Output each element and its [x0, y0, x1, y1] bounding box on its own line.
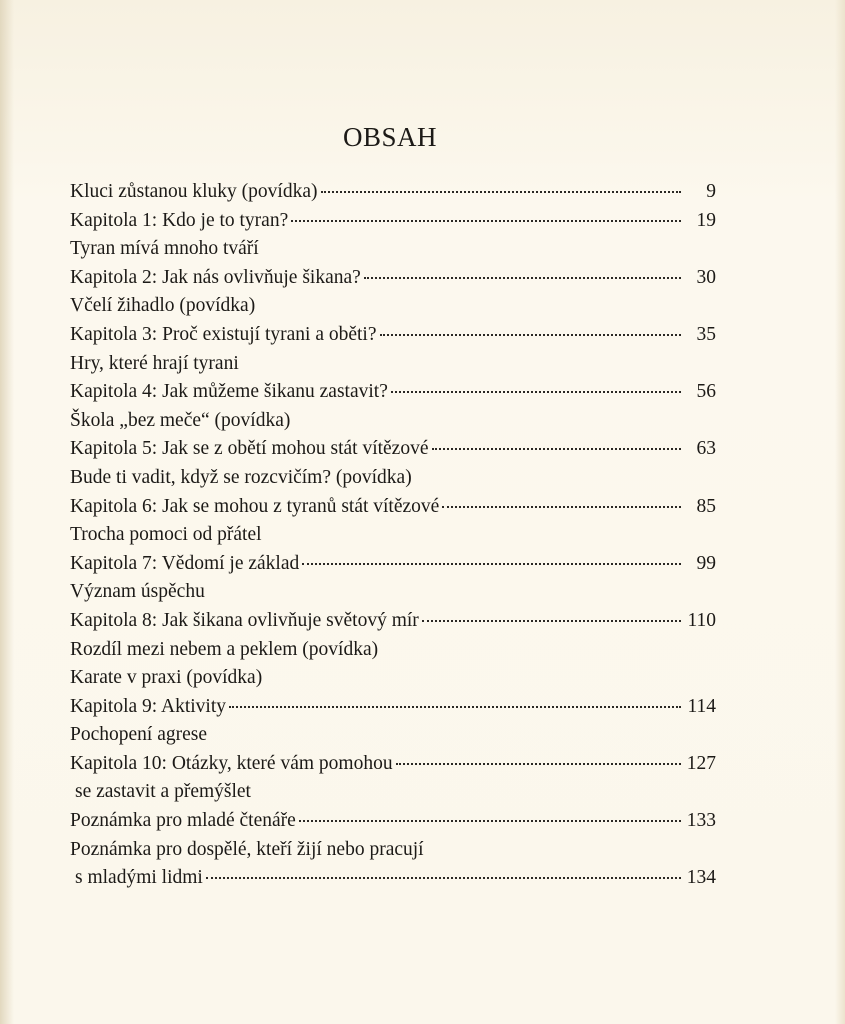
toc-entry-page-number: 30: [696, 266, 716, 288]
toc-entry: [70, 778, 716, 807]
toc-entry-title: Kluci zůstanou kluky (povídka): [70, 181, 318, 202]
toc-entry: [70, 664, 716, 693]
toc-entry: [70, 464, 716, 493]
toc-entry: [70, 750, 716, 779]
toc-entry-title: Kapitola 2: Jak nás ovlivňuje šikana?: [70, 266, 361, 288]
toc-entry-title: Kapitola 6: Jak se mohou z tyranů stát vítězové: [70, 495, 440, 517]
toc-entry-title: s mladými lidmi: [75, 867, 203, 889]
toc-entry-title: Včelí žihadlo (povídka): [70, 295, 256, 317]
toc-entry: [70, 578, 716, 607]
toc-entry-page-number: 85: [696, 495, 716, 517]
toc-entry-page-number: 35: [696, 323, 716, 345]
toc-entry-page-number: 127: [686, 752, 716, 774]
toc-entry-title: Pochopení agrese: [70, 724, 207, 746]
toc-entry-title: Hry, které hrají tyrani: [70, 352, 239, 374]
toc-entry-page-number: 110: [687, 609, 716, 631]
toc-entry: [70, 693, 716, 722]
toc-entry-title: Kapitola 3: Proč existují tyrani a oběti?: [70, 323, 377, 345]
toc-entry-title: Škola „bez meče“ (povídka): [70, 409, 291, 431]
table-of-contents: [70, 178, 716, 893]
dot-leader: [302, 563, 681, 565]
dot-leader: [422, 620, 681, 622]
toc-entry-title: Kapitola 4: Jak můžeme šikanu zastavit?: [70, 381, 388, 403]
toc-entry: [70, 407, 716, 436]
toc-entry-title: Karate v praxi (povídka): [70, 667, 263, 689]
dot-leader: [442, 506, 681, 508]
toc-entry-title: se zastavit a přemýšlet: [75, 781, 251, 803]
toc-entry-page-number: 99: [696, 552, 716, 574]
dot-leader: [380, 334, 681, 336]
toc-entry: [70, 350, 716, 379]
toc-entry-title: Poznámka pro mladé čtenáře: [70, 810, 296, 832]
toc-entry: [70, 607, 716, 636]
dot-leader: [206, 877, 681, 879]
dot-leader: [432, 448, 682, 450]
toc-entry: [70, 207, 716, 236]
toc-entry-title: Význam úspěchu: [70, 581, 205, 603]
toc-entry: [70, 550, 716, 579]
toc-entry: [70, 321, 716, 350]
toc-entry: [70, 235, 716, 264]
toc-entry-title: Kapitola 10: Otázky, které vám pomohou: [70, 752, 393, 774]
toc-entry: [70, 435, 716, 464]
toc-entry-title: Kapitola 9: Aktivity: [70, 695, 226, 717]
toc-entry-page-number: 56: [696, 381, 716, 403]
dot-leader: [391, 391, 681, 393]
toc-entry: [70, 264, 716, 293]
page-title: OBSAH: [342, 122, 438, 152]
page-edge-shadow: [835, 0, 845, 1024]
toc-entry-page-number: 63: [696, 438, 716, 460]
toc-entry: [70, 836, 716, 865]
dot-leader: [299, 820, 681, 822]
toc-entry-title: Kapitola 8: Jak šikana ovlivňuje světový mír: [70, 609, 419, 631]
dot-leader: [364, 277, 681, 279]
toc-entry-page-number: 19: [696, 209, 716, 231]
toc-entry-title: Trocha pomoci od přátel: [70, 524, 262, 546]
toc-entry: [70, 378, 716, 407]
toc-entry: [70, 521, 716, 550]
toc-entry: [70, 721, 716, 750]
toc-entry: [70, 178, 716, 207]
toc-entry-title: Poznámka pro dospělé, kteří žijí nebo pracují: [70, 838, 424, 860]
toc-entry-page-number: 9: [706, 181, 716, 202]
dot-leader: [291, 220, 681, 222]
toc-entry: [70, 636, 716, 665]
dot-leader: [396, 763, 681, 765]
toc-entry-title: Tyran mívá mnoho tváří: [70, 238, 259, 260]
toc-entry: [70, 292, 716, 321]
toc-entry-page-number: 114: [687, 695, 716, 717]
toc-entry-title: Bude ti vadit, když se rozcvičím? (povídka): [70, 466, 412, 488]
toc-entry-title: Kapitola 1: Kdo je to tyran?: [70, 209, 289, 231]
toc-entry-title: Kapitola 5: Jak se z obětí mohou stát vítězové: [70, 438, 429, 460]
dot-leader: [229, 706, 681, 708]
toc-entry-page-number: 134: [686, 867, 716, 889]
toc-entry-title: Rozdíl mezi nebem a peklem (povídka): [70, 638, 379, 660]
dot-leader: [321, 191, 682, 193]
page-gutter-shadow: [0, 0, 14, 1024]
toc-entry-title: Kapitola 7: Vědomí je základ: [70, 552, 300, 574]
toc-entry: [70, 864, 716, 893]
toc-entry-page-number: 133: [686, 810, 716, 832]
toc-entry: [70, 807, 716, 836]
toc-entry: [70, 493, 716, 522]
